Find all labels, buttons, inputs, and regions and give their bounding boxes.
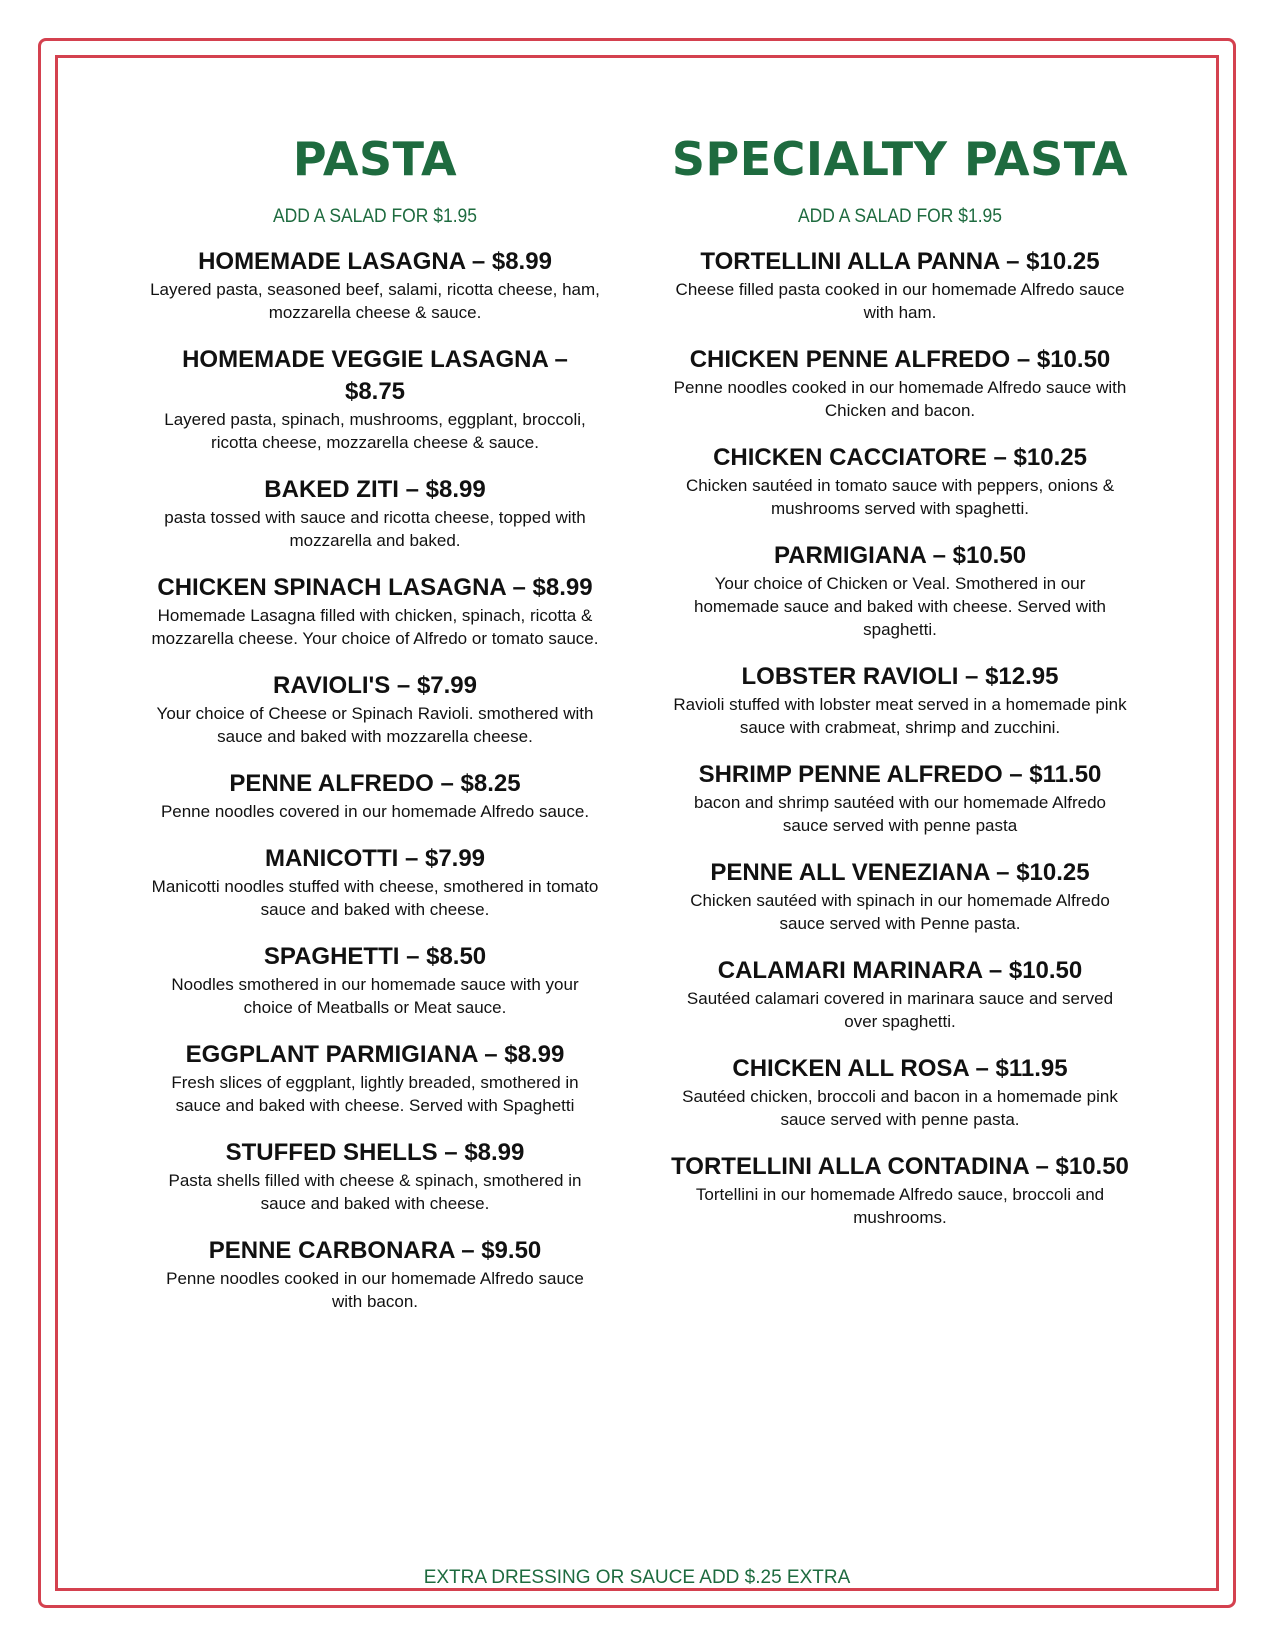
menu-item-description: Your choice of Chicken or Veal. Smothered in our homemade sauce and baked with cheese. Served with spaghetti. [693,574,1107,639]
menu-item-title: CALAMARI MARINARA – $10.50 [717,957,1083,984]
menu-item [670,1151,1130,1229]
menu-item-description: Tortellini in our homemade Alfredo sauce, broccoli and mushrooms. [695,1185,1105,1227]
menu-item-description: Fresh slices of eggplant, lightly breaded, smothered in sauce and baked with cheese. Served with Spaghetti [171,1073,579,1115]
menu-item [150,843,600,921]
menu-item-title: CHICKEN SPINACH LASAGNA – $8.99 [157,574,593,601]
menu-item-title: EGGPLANT PARMIGIANA – $8.99 [185,1041,565,1068]
specialty-pasta-section [670,128,1130,1249]
menu-item-description: Noodles smothered in our homemade sauce with your choice of Meatballs or Meat sauce. [171,975,579,1017]
menu-item-description: Homemade Lasagna filled with chicken, spinach, ricotta & mozzarella cheese. Your choice of Alfredo or tomato sauce. [151,606,599,648]
menu-item [670,344,1130,422]
menu-item [150,670,600,748]
menu-item [670,661,1130,739]
menu-item-title: PENNE ALL VENEZIANA – $10.25 [710,859,1090,886]
menu-item-description: Cheese filled pasta cooked in our homemade Alfredo sauce with ham. [675,280,1125,322]
menu-item-title: HOMEMADE VEGGIE LASAGNA – $8.75 [182,346,568,405]
menu-item [150,246,600,324]
menu-item-description: bacon and shrimp sautéed with our homemade Alfredo sauce served with penne pasta [693,793,1107,835]
menu-item-description: Ravioli stuffed with lobster meat served in a homemade pink sauce with crabmeat, shrimp and zucchini. [673,695,1127,737]
menu-item-description: Penne noodles cooked in our homemade Alfredo sauce with bacon. [166,1269,584,1311]
menu-item [150,1235,600,1313]
menu-item [670,857,1130,935]
menu-item-title: MANICOTTI – $7.99 [264,845,486,872]
menu-item-title: CHICKEN PENNE ALFREDO – $10.50 [689,346,1111,373]
menu-item-description: Chicken sautéed with spinach in our homemade Alfredo sauce served with Penne pasta. [690,891,1110,933]
menu-item-title: SPAGHETTI – $8.50 [263,943,487,970]
menu-item-title: RAVIOLI'S – $7.99 [272,672,477,699]
menu-item-description: Penne noodles cooked in our homemade Alfredo sauce with Chicken and bacon. [673,378,1127,420]
pasta-salad-note: ADD A SALAD FOR $1.95 [272,206,478,227]
pasta-title: PASTA [292,132,458,186]
menu-item [150,474,600,552]
menu-item [150,941,600,1019]
menu-item-description: Manicotti noodles stuffed with cheese, smothered in tomato sauce and baked with cheese. [151,877,599,919]
menu-item-title: CHICKEN ALL ROSA – $11.95 [732,1055,1068,1082]
menu-item-description: Penne noodles covered in our homemade Alfredo sauce. [160,802,590,821]
menu-item [150,1039,600,1117]
extra-dressing-note: EXTRA DRESSING OR SAUCE ADD $.25 EXTRA [423,1567,851,1588]
menu-item [150,572,600,650]
menu-item-description: Layered pasta, seasoned beef, salami, ricotta cheese, ham, mozzarella cheese & sauce. [150,280,600,322]
menu-item-title: PENNE ALFREDO – $8.25 [229,770,521,797]
menu-item-title: BAKED ZITI – $8.99 [264,476,486,503]
menu-item-description: Chicken sautéed in tomato sauce with peppers, onions & mushrooms served with spaghetti. [685,476,1115,518]
menu-item-title: LOBSTER RAVIOLI – $12.95 [741,663,1059,690]
menu-item [670,759,1130,837]
menu-item-title: TORTELLINI ALLA PANNA – $10.25 [700,248,1100,275]
menu-item-title: HOMEMADE LASAGNA – $8.99 [198,248,552,275]
menu-item-title: STUFFED SHELLS – $8.99 [225,1139,525,1166]
menu-item [670,442,1130,520]
menu-item-description: Sautéed chicken, broccoli and bacon in a homemade pink sauce served with penne pasta. [682,1087,1118,1129]
menu-item-title: CHICKEN CACCIATORE – $10.25 [713,444,1087,471]
menu-item [670,540,1130,641]
menu-item-title: TORTELLINI ALLA CONTADINA – $10.50 [671,1153,1129,1180]
menu-item-description: Pasta shells filled with cheese & spinach, smothered in sauce and baked with cheese. [168,1171,582,1213]
pasta-section [150,128,600,1333]
menu-item-title: SHRIMP PENNE ALFREDO – $11.50 [698,761,1102,788]
menu-item [150,768,600,823]
menu-item-description: Layered pasta, spinach, mushrooms, eggplant, broccoli, ricotta cheese, mozzarella cheese & sauce. [164,410,586,452]
specialty-pasta-title: SPECIALTY PASTA [671,132,1129,186]
menu-item [150,344,600,454]
menu-item-title: PARMIGIANA – $10.50 [773,542,1027,569]
menu-item-description: Your choice of Cheese or Spinach Ravioli. smothered with sauce and baked with mozzarella cheese. [156,704,594,746]
menu-item [670,246,1130,324]
menu-item-title: PENNE CARBONARA – $9.50 [208,1237,542,1264]
menu-item [670,955,1130,1033]
menu-item [670,1053,1130,1131]
menu-item-description: Sautéed calamari covered in marinara sauce and served over spaghetti. [686,989,1114,1031]
menu-item-description: pasta tossed with sauce and ricotta cheese, topped with mozzarella and baked. [164,508,586,550]
specialty-salad-note: ADD A SALAD FOR $1.95 [797,206,1003,227]
menu-item [150,1137,600,1215]
